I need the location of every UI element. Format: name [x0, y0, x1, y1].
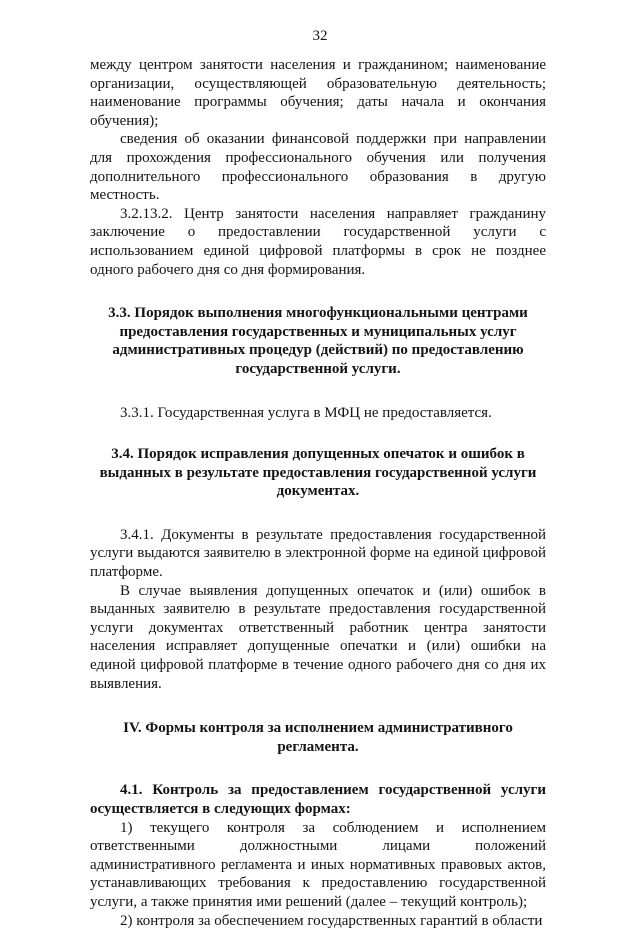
- paragraph-financial-support: сведения об оказании финансовой поддержки при направлении для прохождения профессионального обучения или получения дополнительного профессионального образования в другую местность.: [90, 131, 546, 204]
- heading-4-1: 4.1. Контроль за предоставлением государственной услуги осуществляется в следующих формах:: [90, 782, 546, 817]
- list-item-1: 1) текущего контроля за соблюдением и исполнением ответственными должностными лицами положений административного регламента и иных нормативных правовых актов, устанавливающих требования к предоставлению государственной услуги, а также принятия ими решений (далее – текущий контроль);: [90, 819, 546, 910]
- paragraph-3-2-13-2: 3.2.13.2. Центр занятости населения направляет гражданину заключение о предоставлении государственной услуги с использованием единой цифровой платформы в срок не позднее одного рабочего дня со дня формирования.: [90, 205, 546, 278]
- paragraph-errors-correction: В случае выявления допущенных опечаток и (или) ошибок в выданных заявителю в результате предоставления государственной услуги документах ответственный работник центра занятости населения исправляет допущенные опечатки и (или) ошибки на единой цифровой платформе в течение одного рабочего дня со дня их выявления.: [90, 582, 546, 692]
- heading-3-3: 3.3. Порядок выполнения многофункциональными центрами предоставления государственных и муниципальных услуг административных процедур (действий) по предоставлению государственной услуги.: [108, 305, 528, 377]
- paragraph-continuation: между центром занятости населения и гражданином; наименование организации, осуществляющей образовательную деятельность; наименование программы обучения; даты начала и окончания обучения);: [90, 57, 546, 129]
- paragraph-3-4-1: 3.4.1. Документы в результате предоставления государственной услуги выдаются заявителю в электронной форме на единой цифровой платформе.: [90, 526, 546, 581]
- paragraph-3-3-1: 3.3.1. Государственная услуга в МФЦ не предоставляется.: [120, 404, 492, 421]
- list-item-2: 2) контроля за обеспечением государственных гарантий в области: [120, 912, 543, 929]
- page-number: 32: [312, 28, 328, 44]
- heading-3-4: 3.4. Порядок исправления допущенных опечаток и ошибок в выданных в результате предоставления государственной услуги документах.: [99, 446, 537, 500]
- document-body: [90, 56, 546, 930]
- heading-section-iv: IV. Формы контроля за исполнением административного регламента.: [123, 720, 513, 755]
